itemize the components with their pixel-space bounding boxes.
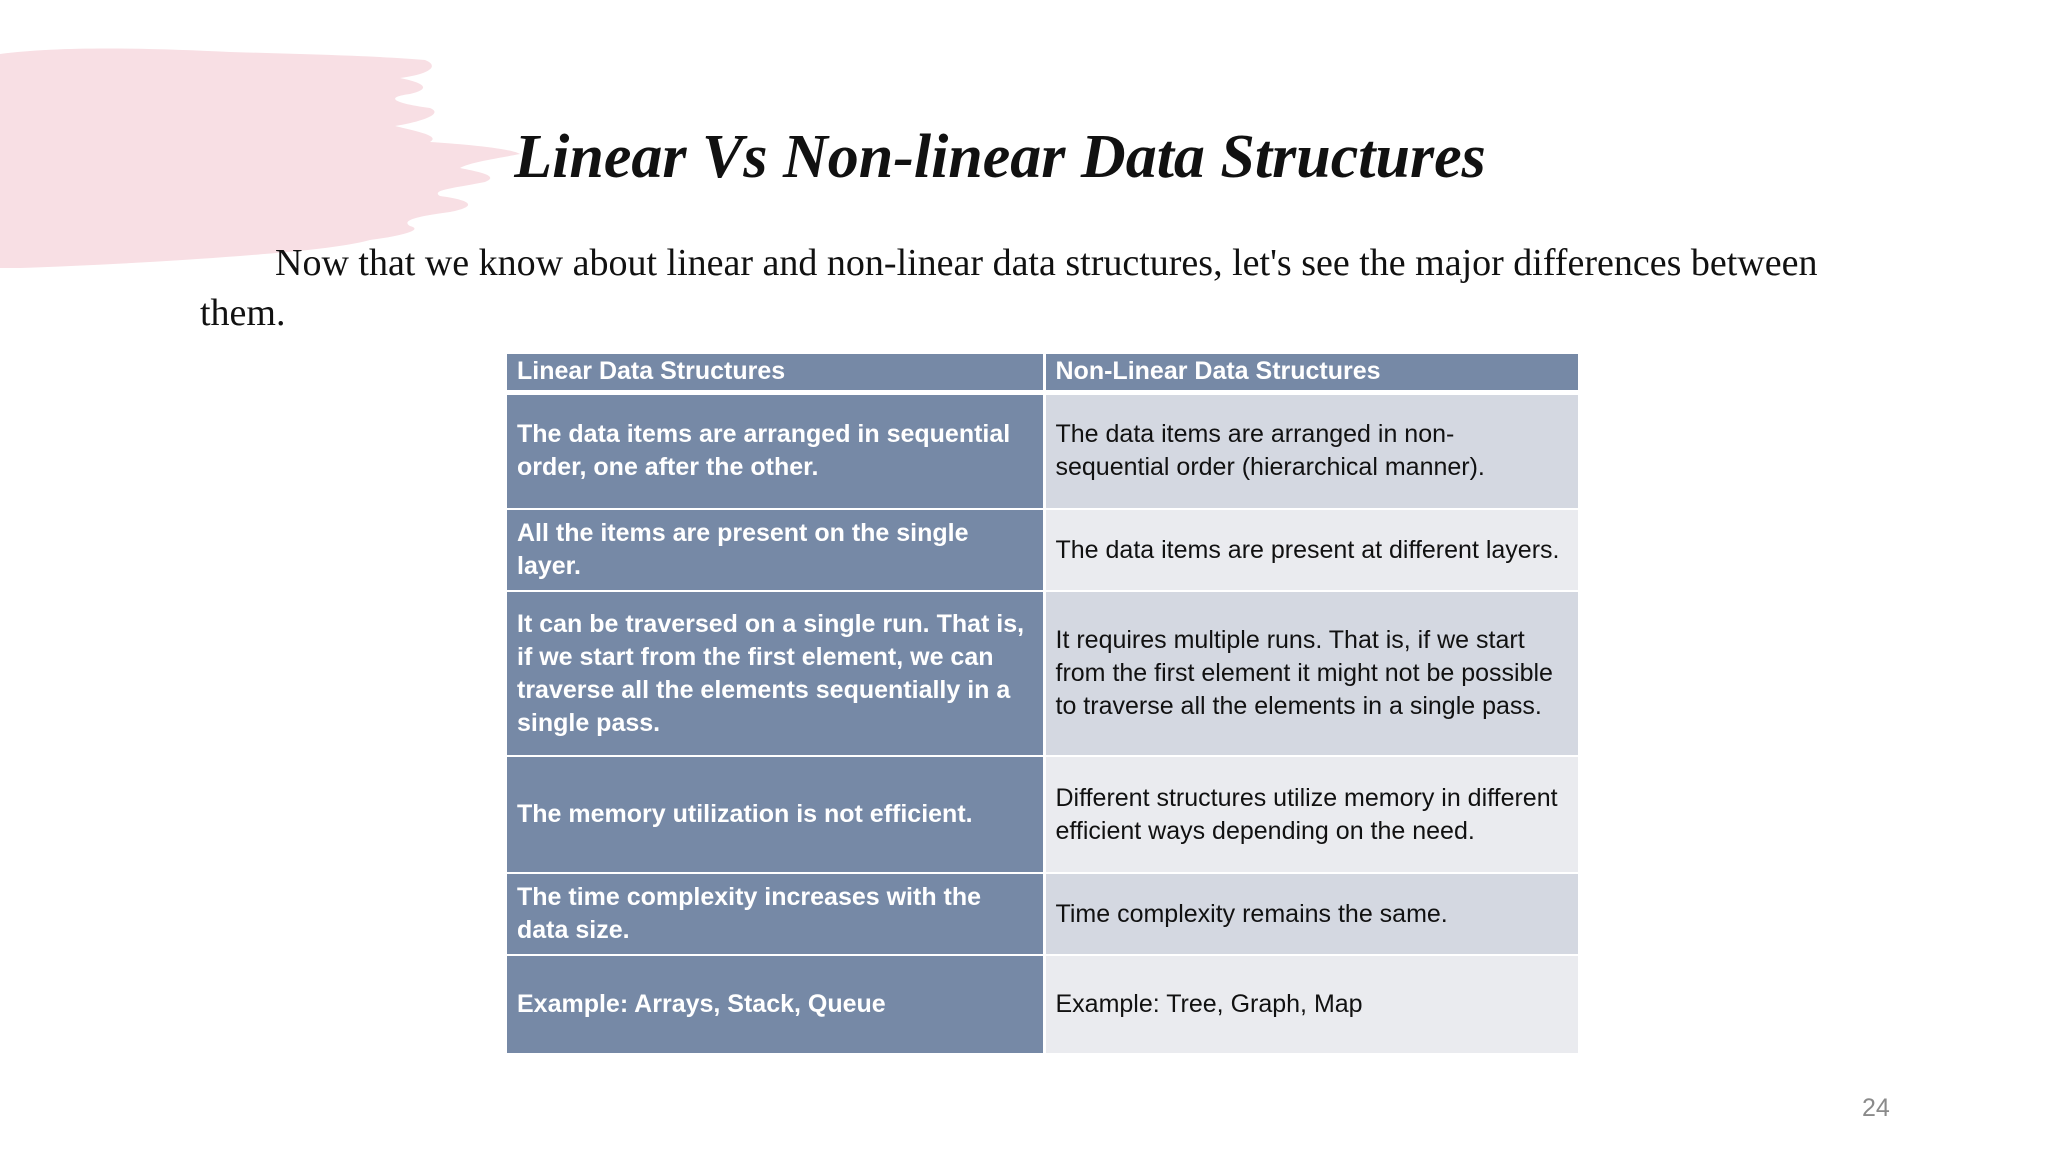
comparison-table bbox=[507, 354, 1578, 1053]
linear-cell: Example: Arrays, Stack, Queue bbox=[507, 955, 1044, 1053]
linear-cell: The time complexity increases with the data size. bbox=[507, 873, 1044, 955]
table-row bbox=[507, 509, 1578, 591]
slide-title: Linear Vs Non-linear Data Structures bbox=[514, 123, 1486, 191]
table-row bbox=[507, 591, 1578, 756]
linear-cell: All the items are present on the single layer. bbox=[507, 509, 1044, 591]
nonlinear-cell: The data items are present at different layers. bbox=[1044, 509, 1578, 591]
table-row bbox=[507, 392, 1578, 509]
nonlinear-cell: It requires multiple runs. That is, if we start from the first element it might not be possible to traverse all the elements in a single pass. bbox=[1044, 591, 1578, 756]
linear-cell: The data items are arranged in sequential order, one after the other. bbox=[507, 392, 1044, 509]
table-row bbox=[507, 873, 1578, 955]
nonlinear-cell: Example: Tree, Graph, Map bbox=[1044, 955, 1578, 1053]
header-nonlinear: Non-Linear Data Structures bbox=[1044, 354, 1578, 392]
table-row bbox=[507, 955, 1578, 1053]
linear-cell: The memory utilization is not efficient. bbox=[507, 756, 1044, 873]
table-row bbox=[507, 756, 1578, 873]
table-header-row bbox=[507, 354, 1578, 392]
linear-cell: It can be traversed on a single run. That is, if we start from the first element, we can traverse all the elements sequentially in a single pass. bbox=[507, 591, 1044, 756]
nonlinear-cell: The data items are arranged in non-sequential order (hierarchical manner). bbox=[1044, 392, 1578, 509]
page-number: 24 bbox=[1862, 1094, 1890, 1122]
nonlinear-cell: Different structures utilize memory in different efficient ways depending on the need. bbox=[1044, 756, 1578, 873]
header-linear: Linear Data Structures bbox=[507, 354, 1044, 392]
intro-paragraph: Now that we know about linear and non-linear data structures, let's see the major differences between them. bbox=[200, 242, 1818, 334]
nonlinear-cell: Time complexity remains the same. bbox=[1044, 873, 1578, 955]
